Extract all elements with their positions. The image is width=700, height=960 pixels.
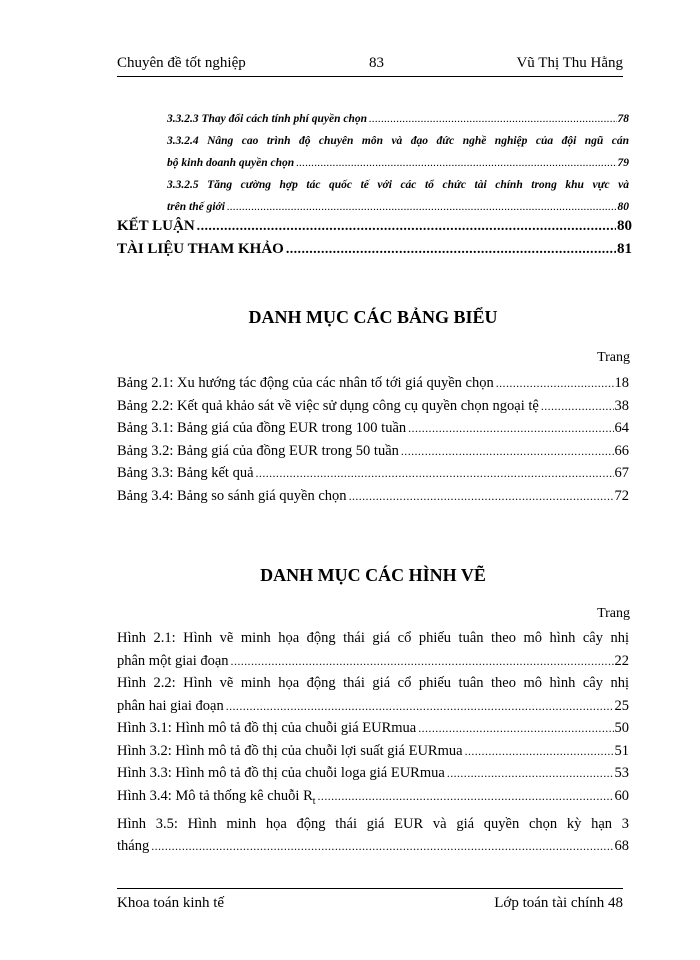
leader-dots xyxy=(541,395,614,418)
list-item xyxy=(117,627,629,672)
list-item-page: 53 xyxy=(614,765,629,781)
leader-dots xyxy=(151,835,613,858)
list-item-label: Hình 3.3: Hình mô tả đồ thị của chuỗi loga giá EURmua xyxy=(117,765,445,781)
list-item xyxy=(117,417,629,440)
list-item-label: Bảng 3.1: Bảng giá của đồng EUR trong 100 tuần xyxy=(117,420,407,436)
list-item-page: 64 xyxy=(614,420,629,436)
list-item-page: 38 xyxy=(614,397,629,414)
toc-subsection-list xyxy=(117,108,629,218)
list-item-label-line2: phân một giai đoạn xyxy=(117,652,229,669)
leader-dots xyxy=(318,785,614,808)
figures-list xyxy=(117,627,629,858)
subscript-t: t xyxy=(312,795,316,807)
tables-list xyxy=(117,372,629,507)
list-item-label: Bảng 3.2: Bảng giá của đồng EUR trong 50 tuần xyxy=(117,442,399,459)
list-item xyxy=(117,485,629,508)
list-item-label-line1: Hình 3.5: Hình minh họa động thái giá EUR và giá quyền chọn kỳ hạn 3 xyxy=(117,815,629,832)
list-item-label-line2: phân hai giai đoạn xyxy=(117,697,224,714)
list-item-page: 66 xyxy=(614,442,629,459)
toc-entry-page: 80 xyxy=(617,218,632,234)
list-item-page: 72 xyxy=(614,487,629,504)
list-item-label xyxy=(117,785,318,813)
page-header xyxy=(117,54,623,77)
list-item-label-line1: Hình 2.1: Hình vẽ minh họa động thái giá cổ phiếu tuân theo mô hình cây nhị xyxy=(117,630,629,646)
toc-entry-title: 3.3.2.3 Thay đổi cách tính phí quyền chọn xyxy=(167,113,367,125)
list-item-page: 50 xyxy=(614,720,629,736)
toc-main-list xyxy=(117,215,632,261)
list-item-label-line1: Hình 2.2: Hình vẽ minh họa động thái giá cổ phiếu tuân theo mô hình cây nhị xyxy=(117,675,629,691)
list-item xyxy=(117,785,629,813)
leader-dots xyxy=(369,108,617,130)
toc-entry-page: 79 xyxy=(617,157,629,169)
leader-dots xyxy=(401,440,614,463)
list-item xyxy=(117,740,629,763)
list-item-page: 68 xyxy=(614,838,629,855)
toc-entry-page: 80 xyxy=(617,201,629,213)
leader-dots xyxy=(465,740,614,763)
list-item-label-text: Hình 3.4: Mô tả thống kê chuỗi R xyxy=(117,787,313,804)
list-item xyxy=(117,395,629,418)
header-author: Vũ Thị Thu Hằng xyxy=(516,55,623,71)
list-item-label: Hình 3.2: Hình mô tả đồ thị của chuỗi lợi suất giá EURmua xyxy=(117,742,463,759)
toc-entry xyxy=(117,108,629,130)
list-item-label-line2: tháng xyxy=(117,838,150,855)
list-item xyxy=(117,462,629,485)
toc-entry-title-line2: bộ kinh doanh quyền chọn xyxy=(167,157,295,169)
header-page-number: 83 xyxy=(369,55,384,71)
toc-entry-page: 78 xyxy=(617,113,629,125)
list-item-page: 25 xyxy=(614,697,629,714)
list-item-label: Bảng 2.1: Xu hướng tác động của các nhân tố tới giá quyền chọn xyxy=(117,375,494,391)
leader-dots xyxy=(286,238,616,261)
leader-dots xyxy=(256,462,614,485)
leader-dots xyxy=(496,372,614,395)
list-item-page: 18 xyxy=(614,375,629,391)
toc-entry xyxy=(117,130,629,174)
toc-entry-title-line2: trên thế giới xyxy=(167,201,225,213)
toc-entry xyxy=(117,215,632,238)
footer-left-text: Khoa toán kinh tế xyxy=(117,895,225,911)
toc-entry-page: 81 xyxy=(617,241,632,257)
toc-entry-title: TÀI LIỆU THAM KHẢO xyxy=(117,241,284,257)
leader-dots xyxy=(408,417,613,440)
leader-dots xyxy=(349,485,614,508)
toc-entry-title-line1: 3.3.2.5 Tăng cường hợp tác quốc tế với các tổ chức tài chính trong khu vực và xyxy=(167,179,629,191)
toc-entry xyxy=(117,238,632,261)
list-item xyxy=(117,672,629,717)
toc-entry-title: KẾT LUẬN xyxy=(117,218,195,234)
list-item-page: 67 xyxy=(614,465,629,481)
leader-dots xyxy=(418,717,613,740)
header-left-text: Chuyên đề tốt nghiệp xyxy=(117,55,246,71)
leader-dots xyxy=(197,215,616,238)
list-item xyxy=(117,372,629,395)
list-item xyxy=(117,813,629,858)
list-item-page: 51 xyxy=(614,742,629,759)
list-item xyxy=(117,440,629,463)
list-item-label: Bảng 3.4: Bảng so sánh giá quyền chọn xyxy=(117,487,347,504)
tables-section-title: DANH MỤC CÁC BẢNG BIỂU xyxy=(248,307,498,327)
leader-dots xyxy=(447,762,614,785)
list-item-label: Bảng 2.2: Kết quả khảo sát về việc sử dụng công cụ quyền chọn ngoại tệ xyxy=(117,397,539,414)
list-item-label: Hình 3.1: Hình mô tả đồ thị của chuỗi giá EURmua xyxy=(117,720,417,736)
leader-dots xyxy=(226,695,614,718)
toc-entry xyxy=(117,174,629,218)
tables-page-label: Trang xyxy=(597,350,630,365)
list-item xyxy=(117,717,629,740)
page-footer xyxy=(117,888,623,911)
leader-dots xyxy=(231,650,614,673)
leader-dots xyxy=(296,152,616,174)
footer-right-text: Lớp toán tài chính 48 xyxy=(494,895,623,911)
toc-entry-title-line1: 3.3.2.4 Nâng cao trình độ chuyên môn và đạo đức nghề nghiệp của đội ngũ cán xyxy=(167,135,629,147)
list-item-page: 22 xyxy=(614,652,629,669)
list-item-page: 60 xyxy=(614,787,629,804)
figures-page-label: Trang xyxy=(597,606,630,621)
list-item xyxy=(117,762,629,785)
list-item-label: Bảng 3.3: Bảng kết quả xyxy=(117,465,254,481)
figures-section-title: DANH MỤC CÁC HÌNH VẼ xyxy=(260,565,486,585)
